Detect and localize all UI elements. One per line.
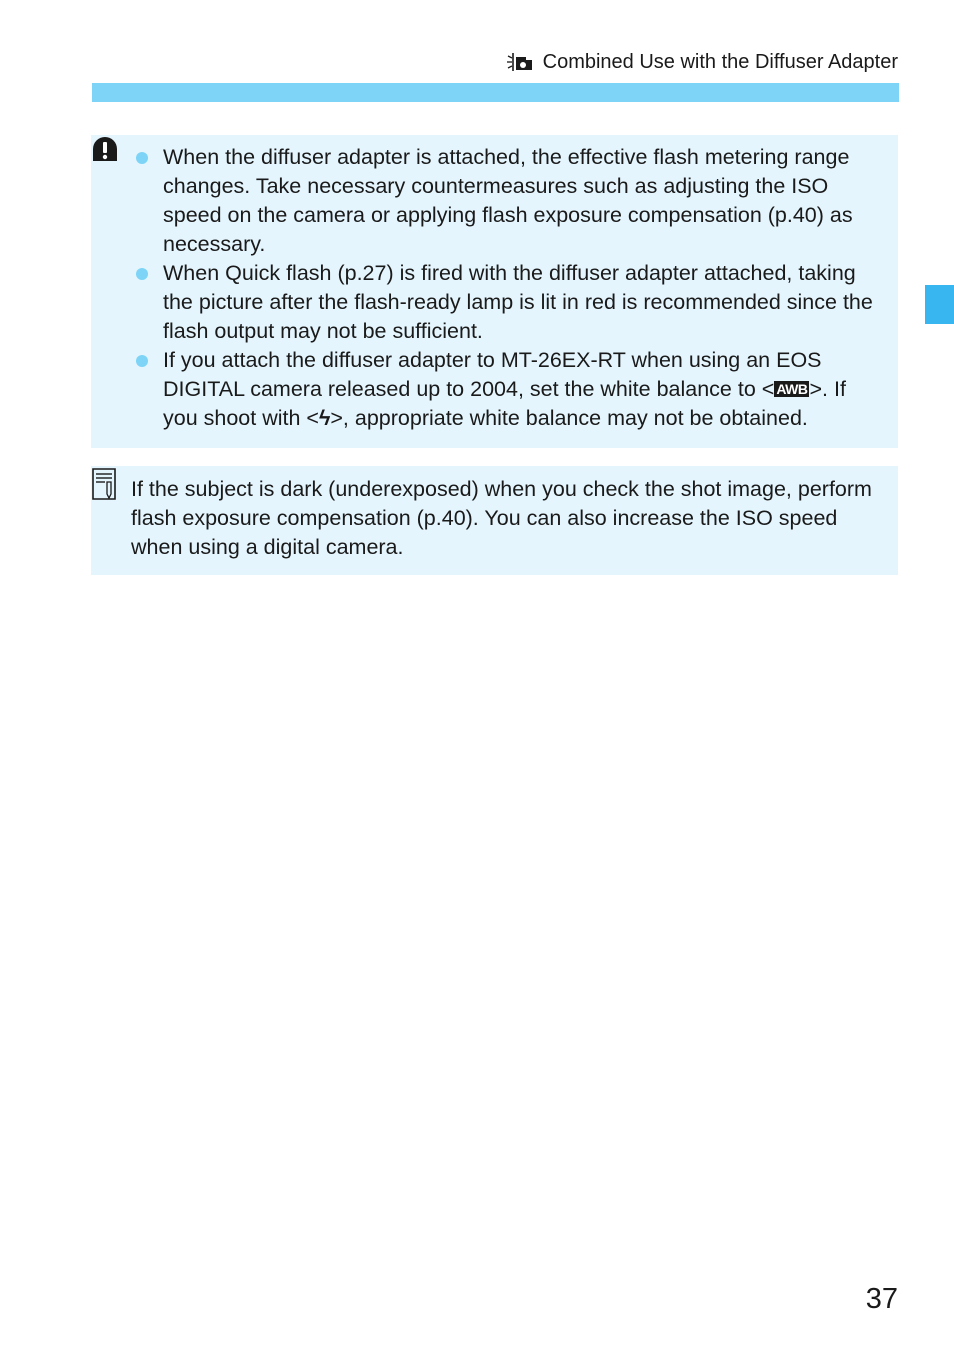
flash-icon: ϟ xyxy=(318,406,331,430)
note-text: If the subject is dark (underexposed) when you check the shot image, perform flash exposure compensation (p.40). You can also increase the ISO speed when using a digital camera. xyxy=(131,477,872,559)
caution-item-text: >, appropriate white balance may not be obtained. xyxy=(330,406,808,430)
caution-item xyxy=(163,346,885,433)
note-box xyxy=(91,466,898,575)
awb-icon: AWB xyxy=(776,381,808,397)
caution-item xyxy=(163,259,885,346)
caution-item-text: If you attach the diffuser adapter to MT-26EX-RT when using an EOS DIGITAL camera released up to 2004, set the white balance to < xyxy=(163,348,822,401)
page-header xyxy=(507,49,898,75)
side-tab xyxy=(925,285,954,324)
bullet-icon xyxy=(136,152,148,164)
caution-item xyxy=(163,143,885,259)
caution-item-text: When Quick flash (p.27) is fired with the diffuser adapter attached, taking the picture after the flash-ready lamp is lit in red is recommended since the flash output may not be sufficient. xyxy=(163,261,873,343)
page-number: 37 xyxy=(865,1283,898,1315)
caution-item-text: >. If you shoot with < xyxy=(163,377,846,430)
caution-box xyxy=(91,135,898,448)
caution-list xyxy=(163,143,885,433)
caution-icon xyxy=(91,135,119,163)
caution-item-text: When the diffuser adapter is attached, the effective flash metering range changes. Take necessary countermeasures such as adjusting the ISO speed on the camera or applying flash exposure compensation (p.40) as necessary. xyxy=(163,145,853,256)
header-bar xyxy=(92,83,899,102)
header-title: Combined Use with the Diffuser Adapter xyxy=(542,51,898,73)
bullet-icon xyxy=(136,355,148,367)
bullet-icon xyxy=(136,268,148,280)
flash-diffuser-icon xyxy=(507,52,535,72)
note-icon xyxy=(92,468,116,500)
